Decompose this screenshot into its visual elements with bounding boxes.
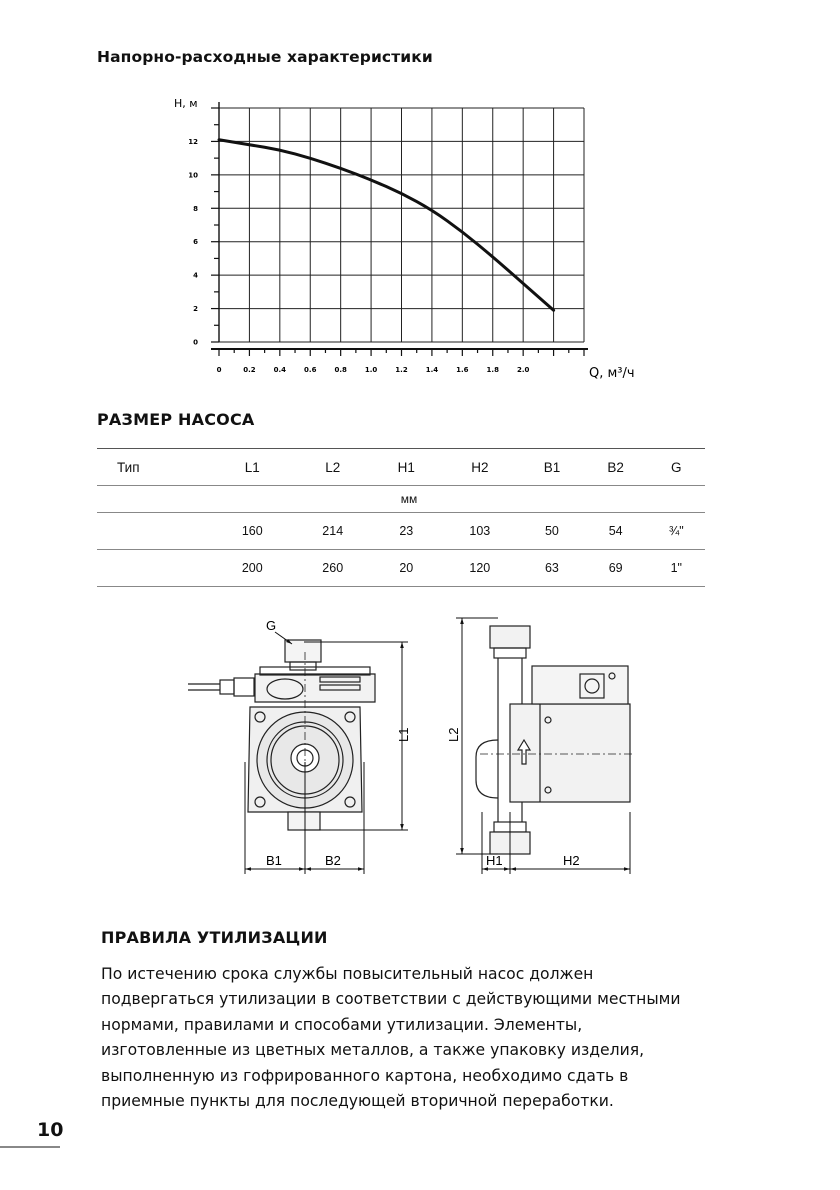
table-cell (97, 513, 212, 550)
table-row (97, 550, 705, 587)
x-tick-label: 0.4 (273, 366, 287, 374)
disposal-line: изготовленные из цветных металлов, а также упаковку изделия, (101, 1041, 645, 1060)
x-tick-label: 0.8 (334, 366, 347, 374)
table-row (97, 513, 705, 550)
dim-label-l1: L1 (396, 727, 411, 742)
table-header-cell: G (671, 459, 682, 475)
x-tick-label: 2.0 (516, 366, 530, 374)
pump-dimension-drawing (180, 612, 650, 887)
disposal-line: приемные пункты для последующей вторичной переработки. (101, 1092, 614, 1111)
y-tick-label: 10 (188, 171, 198, 180)
y-axis-label: H, м (174, 97, 198, 110)
table-cell: 69 (608, 561, 623, 575)
table-unit-row (97, 486, 705, 513)
disposal-line: нормами, правилами и способами утилизации. Элементы, (101, 1015, 583, 1034)
y-tick-label: 12 (188, 137, 198, 146)
table-header-row (97, 449, 705, 486)
table-cell: 260 (322, 561, 344, 575)
table-cell: 103 (469, 524, 491, 538)
table-cell: 214 (322, 524, 344, 538)
x-tick-label: 1.4 (425, 366, 439, 374)
y-tick-label: 6 (193, 238, 198, 247)
table-cell: 50 (544, 524, 559, 538)
dim-label-l2: L2 (446, 727, 461, 742)
y-tick-label: 8 (193, 204, 198, 213)
y-tick-label: 2 (193, 305, 198, 314)
table-cell: 20 (399, 561, 414, 575)
table-cell: 23 (399, 524, 414, 538)
table-cell: 63 (544, 561, 559, 575)
table-cell: 120 (469, 561, 491, 575)
pump-front-view (188, 640, 375, 870)
unit-label: мм (400, 492, 418, 506)
series-line (219, 140, 554, 310)
size-section-title: РАЗМЕР НАСОСА (97, 410, 255, 429)
x-tick-label: 1.8 (486, 366, 499, 374)
table-cell: 200 (241, 561, 263, 575)
y-tick-label: 0 (193, 338, 198, 347)
dim-label-b2: B2 (325, 853, 341, 868)
dim-label-g: G (266, 618, 277, 633)
table-header-cell: Тип (117, 459, 140, 475)
chart-title: Напорно-расходные характеристики (97, 48, 433, 66)
table-cell: 1" (670, 561, 682, 575)
dim-label-h1: H1 (486, 853, 503, 868)
x-tick-label: 0 (216, 366, 222, 374)
page-number: 10 (37, 1119, 64, 1141)
x-tick-label: 0.6 (304, 366, 317, 374)
x-tick-label: 1.2 (395, 366, 408, 374)
x-tick-label: 1.0 (364, 366, 378, 374)
dim-label-h2: H2 (563, 853, 580, 868)
disposal-line: По истечению срока службы повысительный насос должен (101, 965, 594, 983)
pump-side-view (476, 626, 635, 854)
pump-size-table (97, 448, 705, 587)
table-header-cell: B1 (543, 459, 561, 475)
disposal-line: подвергаться утилизации в соответствии с действующими местными (101, 990, 681, 1009)
table-header-cell: L2 (325, 459, 341, 475)
table-cell: 54 (608, 524, 623, 538)
table-cell (97, 550, 212, 587)
head-flow-chart (160, 90, 650, 390)
y-tick-label: 4 (193, 271, 198, 280)
table-cell: ¾" (668, 524, 684, 538)
x-tick-label: 1.6 (456, 366, 469, 374)
x-axis-label: Q, м³/ч (589, 366, 635, 381)
table-cell: 160 (241, 524, 263, 538)
disposal-line: выполненную из гофрированного картона, необходимо сдать в (101, 1066, 629, 1085)
table-header-cell: H2 (471, 459, 489, 475)
page-number-rule (0, 1146, 60, 1148)
table-header-cell: L1 (244, 459, 260, 475)
x-tick-label: 0.2 (243, 366, 256, 374)
disposal-text (101, 962, 741, 1114)
table-header-cell: H1 (397, 459, 415, 475)
dim-label-b1: B1 (266, 853, 282, 868)
disposal-title: ПРАВИЛА УТИЛИЗАЦИИ (101, 928, 328, 947)
table-header-cell: B2 (607, 459, 624, 475)
